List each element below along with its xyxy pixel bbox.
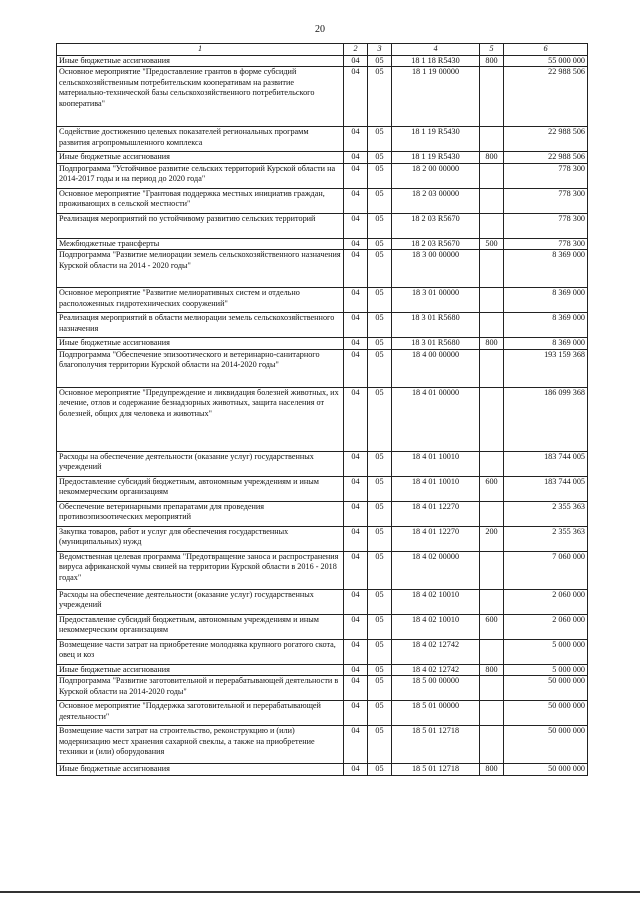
target-article-code: 18 4 02 00000: [392, 551, 480, 589]
table-row: [57, 127, 588, 152]
column-header: 1: [57, 44, 344, 56]
subsection-code: 05: [368, 313, 392, 338]
section-code: 04: [344, 213, 368, 238]
item-name: Основное мероприятие "Предупреждение и ликвидация болезней животных, их лечение, отлов и содержание безнадзорных животных, защита населения от болезней, общих для человека и животных": [57, 387, 344, 451]
expense-type-code: [480, 67, 504, 127]
subsection-code: 05: [368, 188, 392, 213]
target-article-code: 18 1 19 R5430: [392, 152, 480, 164]
target-article-code: 18 4 02 10010: [392, 589, 480, 614]
expense-type-code: [480, 451, 504, 476]
subsection-code: 05: [368, 589, 392, 614]
table-row: [57, 213, 588, 238]
table-row: [57, 188, 588, 213]
table-row: [57, 476, 588, 501]
subsection-code: 05: [368, 288, 392, 313]
target-article-code: 18 4 01 12270: [392, 501, 480, 526]
target-article-code: 18 1 19 00000: [392, 67, 480, 127]
item-name: Содействие достижению целевых показателей региональных программ развития агропромышленного комплекса: [57, 127, 344, 152]
amount: 193 159 368: [504, 349, 588, 387]
subsection-code: 05: [368, 238, 392, 250]
item-name: Основное мероприятие "Грантовая поддержка местных инициатив граждан, проживающих в сельской местности": [57, 188, 344, 213]
item-name: Закупка товаров, работ и услуг для обеспечения государственных (муниципальных) нужд: [57, 526, 344, 551]
table-row: [57, 163, 588, 188]
amount: 7 060 000: [504, 551, 588, 589]
target-article-code: 18 4 01 10010: [392, 476, 480, 501]
section-code: 04: [344, 526, 368, 551]
section-code: 04: [344, 551, 368, 589]
amount: 5 000 000: [504, 664, 588, 676]
table-row: [57, 338, 588, 350]
table-row: [57, 639, 588, 664]
amount: 8 369 000: [504, 288, 588, 313]
column-header: 2: [344, 44, 368, 56]
expense-type-code: [480, 313, 504, 338]
amount: 778 300: [504, 213, 588, 238]
target-article-code: 18 1 18 R5430: [392, 55, 480, 67]
subsection-code: 05: [368, 664, 392, 676]
amount: 50 000 000: [504, 726, 588, 764]
amount: 778 300: [504, 163, 588, 188]
expense-type-code: 800: [480, 338, 504, 350]
target-article-code: 18 2 03 R5670: [392, 238, 480, 250]
expense-type-code: 500: [480, 238, 504, 250]
expense-type-code: [480, 387, 504, 451]
item-name: Основное мероприятие "Развитие мелиоративных систем и отдельно расположенных гидротехнических сооружений": [57, 288, 344, 313]
section-code: 04: [344, 67, 368, 127]
amount: 8 369 000: [504, 338, 588, 350]
section-code: 04: [344, 288, 368, 313]
section-code: 04: [344, 501, 368, 526]
amount: 8 369 000: [504, 313, 588, 338]
table-row: [57, 55, 588, 67]
item-name: Обеспечение ветеринарными препаратами для проведения противоэпизоотических мероприятий: [57, 501, 344, 526]
target-article-code: 18 3 01 R5680: [392, 313, 480, 338]
amount: 50 000 000: [504, 701, 588, 726]
subsection-code: 05: [368, 551, 392, 589]
expense-type-code: 600: [480, 614, 504, 639]
expense-type-code: [480, 288, 504, 313]
expense-type-code: [480, 501, 504, 526]
amount: 183 744 005: [504, 476, 588, 501]
section-code: 04: [344, 338, 368, 350]
expense-type-code: [480, 250, 504, 288]
subsection-code: 05: [368, 338, 392, 350]
subsection-code: 05: [368, 349, 392, 387]
item-name: Расходы на обеспечение деятельности (оказание услуг) государственных учреждений: [57, 589, 344, 614]
expense-type-code: 600: [480, 476, 504, 501]
table-row: [57, 451, 588, 476]
subsection-code: 05: [368, 67, 392, 127]
table-row: [57, 526, 588, 551]
target-article-code: 18 1 19 R5430: [392, 127, 480, 152]
table-row: [57, 313, 588, 338]
section-code: 04: [344, 55, 368, 67]
item-name: Иные бюджетные ассигнования: [57, 152, 344, 164]
subsection-code: 05: [368, 250, 392, 288]
section-code: 04: [344, 639, 368, 664]
amount: 8 369 000: [504, 250, 588, 288]
table-row: [57, 288, 588, 313]
item-name: Предоставление субсидий бюджетным, автономным учреждениям и иным некоммерческим организациям: [57, 476, 344, 501]
subsection-code: 05: [368, 726, 392, 764]
subsection-code: 05: [368, 639, 392, 664]
item-name: Межбюджетные трансферты: [57, 238, 344, 250]
target-article-code: 18 5 01 12718: [392, 726, 480, 764]
table-row: [57, 501, 588, 526]
section-code: 04: [344, 726, 368, 764]
footer-divider: [0, 891, 640, 893]
section-code: 04: [344, 676, 368, 701]
item-name: Возмещение части затрат на приобретение молодняка крупного рогатого скота, овец и коз: [57, 639, 344, 664]
expense-type-code: 800: [480, 764, 504, 776]
expense-type-code: [480, 127, 504, 152]
item-name: Реализация мероприятий в области мелиорации земель сельскохозяйственного назначения: [57, 313, 344, 338]
subsection-code: 05: [368, 152, 392, 164]
expense-type-code: 800: [480, 664, 504, 676]
section-code: 04: [344, 250, 368, 288]
expense-type-code: 200: [480, 526, 504, 551]
section-code: 04: [344, 127, 368, 152]
section-code: 04: [344, 664, 368, 676]
table-row: [57, 152, 588, 164]
subsection-code: 05: [368, 476, 392, 501]
amount: 778 300: [504, 188, 588, 213]
column-header: 5: [480, 44, 504, 56]
item-name: Иные бюджетные ассигнования: [57, 764, 344, 776]
page-number: 20: [315, 24, 325, 35]
amount: 22 988 506: [504, 152, 588, 164]
section-code: 04: [344, 701, 368, 726]
table-row: [57, 387, 588, 451]
subsection-code: 05: [368, 387, 392, 451]
section-code: 04: [344, 764, 368, 776]
table-row: [57, 701, 588, 726]
table-row: [57, 614, 588, 639]
target-article-code: 18 4 01 00000: [392, 387, 480, 451]
target-article-code: 18 5 00 00000: [392, 676, 480, 701]
amount: 2 355 363: [504, 526, 588, 551]
budget-table: [56, 43, 588, 776]
expense-type-code: [480, 676, 504, 701]
subsection-code: 05: [368, 55, 392, 67]
table-header-row: [57, 44, 588, 56]
table-row: [57, 250, 588, 288]
item-name: Основное мероприятие "Предоставление грантов в форме субсидий сельскохозяйственным потребительским кооперативам на развитие материально-технической базы сельскохозяйственного потребительского кооператива": [57, 67, 344, 127]
amount: 50 000 000: [504, 764, 588, 776]
amount: 778 300: [504, 238, 588, 250]
expense-type-code: 800: [480, 55, 504, 67]
expense-type-code: [480, 551, 504, 589]
subsection-code: 05: [368, 501, 392, 526]
amount: 2 060 000: [504, 614, 588, 639]
item-name: Иные бюджетные ассигнования: [57, 55, 344, 67]
amount: 2 060 000: [504, 589, 588, 614]
amount: 5 000 000: [504, 639, 588, 664]
expense-type-code: [480, 589, 504, 614]
section-code: 04: [344, 163, 368, 188]
amount: 186 099 368: [504, 387, 588, 451]
amount: 22 988 506: [504, 127, 588, 152]
column-header: 3: [368, 44, 392, 56]
expense-type-code: 800: [480, 152, 504, 164]
target-article-code: 18 4 01 10010: [392, 451, 480, 476]
column-header: 4: [392, 44, 480, 56]
subsection-code: 05: [368, 213, 392, 238]
item-name: Иные бюджетные ассигнования: [57, 664, 344, 676]
item-name: Подпрограмма "Развитие заготовительной и перерабатывающей деятельности в Курской области на 2014-2020 годы": [57, 676, 344, 701]
target-article-code: 18 3 00 00000: [392, 250, 480, 288]
subsection-code: 05: [368, 764, 392, 776]
section-code: 04: [344, 313, 368, 338]
target-article-code: 18 4 02 10010: [392, 614, 480, 639]
target-article-code: 18 5 01 12718: [392, 764, 480, 776]
table-body: [57, 55, 588, 775]
table-row: [57, 551, 588, 589]
expense-type-code: [480, 213, 504, 238]
item-name: Подпрограмма "Обеспечение эпизоотического и ветеринарно-санитарного благополучия территории Курской области на 2014-2020 годы": [57, 349, 344, 387]
expense-type-code: [480, 639, 504, 664]
subsection-code: 05: [368, 526, 392, 551]
section-code: 04: [344, 614, 368, 639]
section-code: 04: [344, 589, 368, 614]
expense-type-code: [480, 701, 504, 726]
section-code: 04: [344, 188, 368, 213]
expense-type-code: [480, 163, 504, 188]
table-row: [57, 67, 588, 127]
amount: 55 000 000: [504, 55, 588, 67]
column-header: 6: [504, 44, 588, 56]
subsection-code: 05: [368, 127, 392, 152]
table-row: [57, 676, 588, 701]
section-code: 04: [344, 451, 368, 476]
subsection-code: 05: [368, 614, 392, 639]
table-row: [57, 764, 588, 776]
subsection-code: 05: [368, 163, 392, 188]
target-article-code: 18 3 01 00000: [392, 288, 480, 313]
item-name: Иные бюджетные ассигнования: [57, 338, 344, 350]
subsection-code: 05: [368, 701, 392, 726]
section-code: 04: [344, 152, 368, 164]
subsection-code: 05: [368, 676, 392, 701]
item-name: Предоставление субсидий бюджетным, автономным учреждениям и иным некоммерческим организациям: [57, 614, 344, 639]
target-article-code: 18 2 03 00000: [392, 188, 480, 213]
target-article-code: 18 4 01 12270: [392, 526, 480, 551]
section-code: 04: [344, 349, 368, 387]
target-article-code: 18 2 00 00000: [392, 163, 480, 188]
target-article-code: 18 2 03 R5670: [392, 213, 480, 238]
item-name: Возмещение части затрат на строительство, реконструкцию и (или) модернизацию мест хранения сахарной свеклы, а также на приобретение техники и (или) оборудования: [57, 726, 344, 764]
item-name: Ведомственная целевая программа "Предотвращение заноса и распространения вируса африканской чумы свиней на территории Курской области в 2016 - 2018 годах": [57, 551, 344, 589]
target-article-code: 18 5 01 00000: [392, 701, 480, 726]
expense-type-code: [480, 349, 504, 387]
target-article-code: 18 4 02 12742: [392, 664, 480, 676]
section-code: 04: [344, 238, 368, 250]
target-article-code: 18 4 02 12742: [392, 639, 480, 664]
item-name: Реализация мероприятий по устойчивому развитию сельских территорий: [57, 213, 344, 238]
amount: 22 988 506: [504, 67, 588, 127]
item-name: Расходы на обеспечение деятельности (оказание услуг) государственных учреждений: [57, 451, 344, 476]
table-row: [57, 349, 588, 387]
section-code: 04: [344, 476, 368, 501]
table-row: [57, 589, 588, 614]
amount: 50 000 000: [504, 676, 588, 701]
item-name: Основное мероприятие "Поддержка заготовительной и перерабатывающей деятельности": [57, 701, 344, 726]
section-code: 04: [344, 387, 368, 451]
table-row: [57, 238, 588, 250]
expense-type-code: [480, 726, 504, 764]
subsection-code: 05: [368, 451, 392, 476]
amount: 2 355 363: [504, 501, 588, 526]
item-name: Подпрограмма "Устойчивое развитие сельских территорий Курской области на 2014-2017 годы и на период до 2020 года": [57, 163, 344, 188]
amount: 183 744 005: [504, 451, 588, 476]
target-article-code: 18 4 00 00000: [392, 349, 480, 387]
item-name: Подпрограмма "Развитие мелиорации земель сельскохозяйственного назначения Курской области на 2014 - 2020 годы": [57, 250, 344, 288]
table-row: [57, 664, 588, 676]
target-article-code: 18 3 01 R5680: [392, 338, 480, 350]
expense-type-code: [480, 188, 504, 213]
table-row: [57, 726, 588, 764]
